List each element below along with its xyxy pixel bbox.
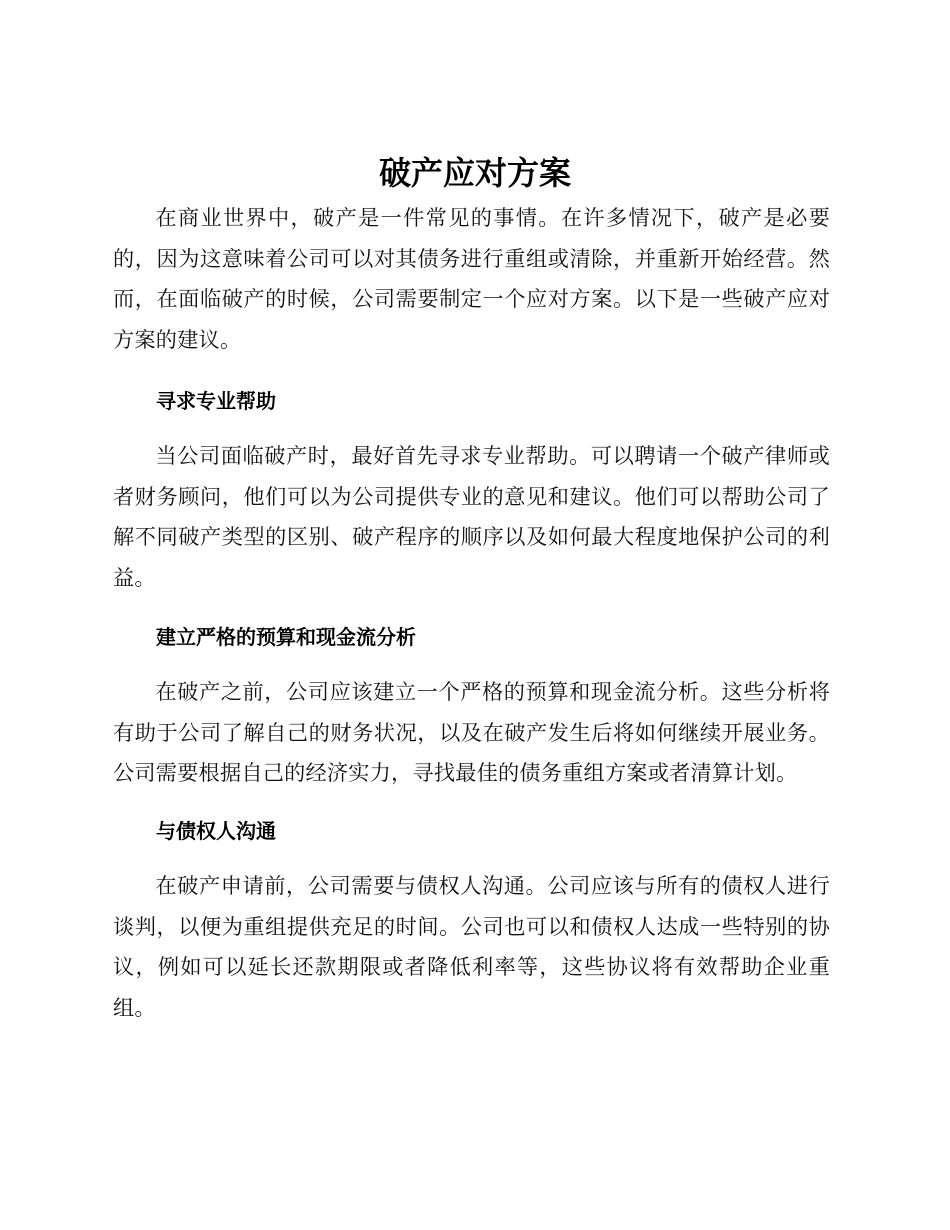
section-heading-creditor-communication: 与债权人沟通: [156, 819, 276, 843]
section-body-budget-cashflow: 在破产之前，公司应该建立一个严格的预算和现金流分析。这些分析将有助于公司了解自己的财务状况，以及在破产发生后将如何继续开展业务。公司需要根据自己的经济实力，寻找最佳的债务重组方案或者清算计划。: [113, 679, 830, 785]
intro-paragraph: 在商业世界中，破产是一件常见的事情。在许多情况下，破产是必要的，因为这意味着公司可以对其债务进行重组或清除，并重新开始经营。然而，在面临破产的时候，公司需要制定一个应对方案。以下是一些破产应对方案的建议。: [113, 205, 830, 352]
section-heading-budget-cashflow: 建立严格的预算和现金流分析: [156, 625, 416, 649]
section-body-creditor-communication: 在破产申请前，公司需要与债权人沟通。公司应该与所有的债权人进行谈判，以便为重组提供充足的时间。公司也可以和债权人达成一些特别的协议，例如可以延长还款期限或者降低利率等，这些协议将有效帮助企业重组。: [113, 873, 830, 1020]
section-body-professional-help: 当公司面临破产时，最好首先寻求专业帮助。可以聘请一个破产律师或者财务顾问，他们可以为公司提供专业的意见和建议。他们可以帮助公司了解不同破产类型的区别、破产程序的顺序以及如何最大程度地保护公司的利益。: [113, 443, 830, 590]
section-heading-professional-help: 寻求专业帮助: [156, 389, 276, 413]
document-title: 破产应对方案: [378, 154, 571, 192]
